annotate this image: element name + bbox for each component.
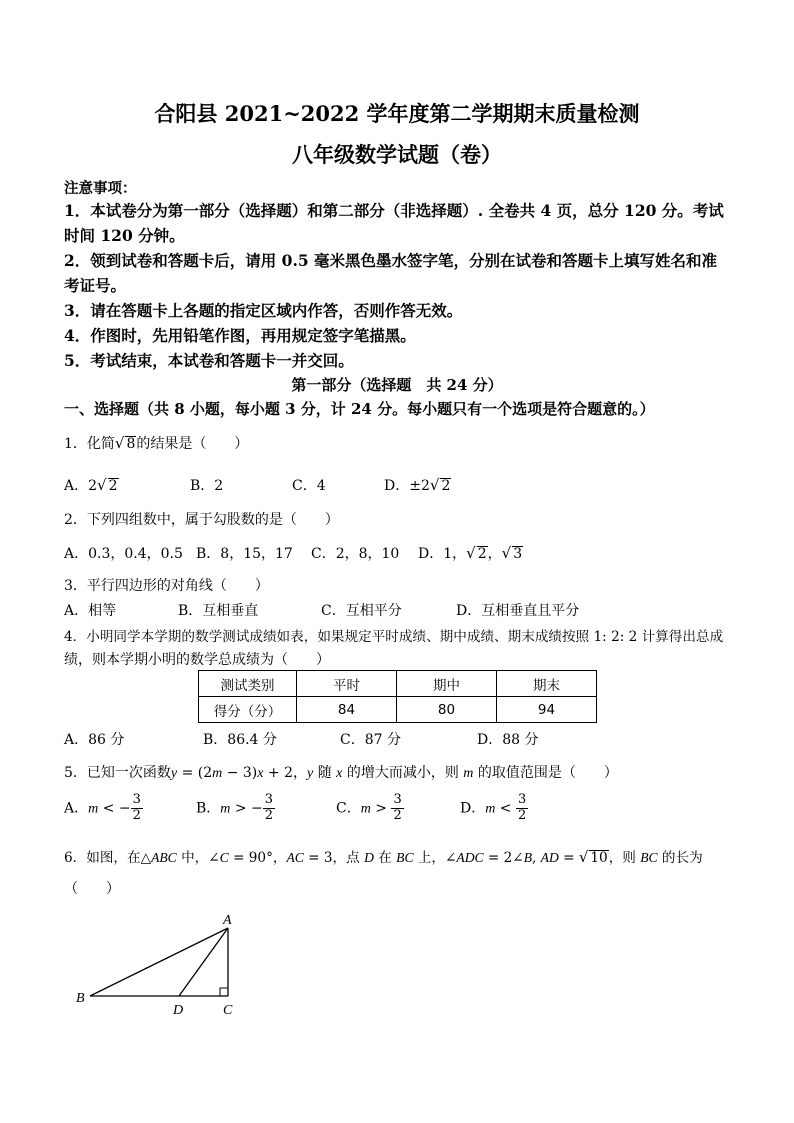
notice-heading: 注意事项： <box>64 180 137 197</box>
q1-option-d: D．±2√ 2 <box>384 476 451 494</box>
question-6-stem-cont: （ ） <box>64 881 120 897</box>
segment-ab <box>90 928 228 996</box>
notice-line: 时间 120 分钟。 <box>64 226 185 245</box>
triangle-figure <box>70 910 250 1020</box>
notice-line: 5．考试结束，本试卷和答题卡一并交回。 <box>64 351 354 370</box>
table-row <box>199 697 597 723</box>
q2-option-b: B．8，15，17 <box>196 546 293 562</box>
q5-option-b: B．m > − $\frac{3}{2}$ <box>196 792 274 823</box>
question-6-stem: 6．如图，在△ABC 中，∠C = 90°，AC = 3，点 D 在 BC 上，∠ADC = 2∠B, AD = √ 10，则 BC 的长为 <box>64 848 703 866</box>
question-3-stem: 3．平行四边形的对角线（ ） <box>64 578 269 594</box>
point-label-c: C <box>223 1003 233 1018</box>
table-cell: 94 <box>497 697 597 723</box>
table-header-cell: 期末 <box>497 671 597 697</box>
question-4-stem: 4．小明同学本学期的数学测试成绩如表，如果规定平时成绩、期中成绩、期末成绩按照 1: 2: 2 计算得出总成 <box>64 629 724 645</box>
question-2-stem: 2．下列四组数中，属于勾股数的是（ ） <box>64 512 339 528</box>
q4-option-b: B．86.4 分 <box>203 732 277 748</box>
segment-ad <box>179 928 228 996</box>
table-cell: 84 <box>297 697 397 723</box>
q2-option-a: A．0.3，0.4，0.5 <box>64 546 183 562</box>
notice-line: 考证号。 <box>64 276 127 295</box>
exam-title: 合阳县 2021~2022 学年度第二学期期末质量检测 <box>154 101 640 126</box>
table-cell: 80 <box>397 697 497 723</box>
fraction: $\frac{3}{2}$ <box>518 792 527 823</box>
table-header-cell: 平时 <box>297 671 397 697</box>
score-table <box>198 670 597 723</box>
q3-option-d: D．互相垂直且平分 <box>456 603 580 619</box>
q4-option-c: C．87 分 <box>340 732 401 748</box>
fraction: $\frac{3}{2}$ <box>132 792 141 823</box>
notice-line: 3．请在答题卡上各题的指定区域内作答，否则作答无效。 <box>64 301 463 320</box>
notice-line: 2．领到试卷和答题卡后，请用 0.5 毫米黑色墨水签字笔，分别在试卷和答题卡上填写姓名和准 <box>64 251 718 270</box>
q1-option-b: B．2 <box>190 478 224 494</box>
point-label-a: A <box>223 913 232 928</box>
q3-option-a: A．相等 <box>64 603 117 619</box>
fraction: $\frac{3}{2}$ <box>393 792 402 823</box>
fraction: $\frac{3}{2}$ <box>264 792 274 823</box>
exam-subtitle: 八年级数学试题（卷） <box>292 142 502 167</box>
table-header-cell: 测试类别 <box>199 671 297 697</box>
q1-option-c: C．4 <box>292 478 326 494</box>
q5-option-d: D．m < $\frac{3}{2}$ <box>460 792 527 823</box>
point-label-d: D <box>173 1003 184 1018</box>
point-label-b: B <box>76 991 85 1006</box>
part1-heading: 第一部分（选择题 共 24 分） <box>291 376 503 394</box>
right-angle-mark <box>220 988 228 996</box>
q4-option-a: A．86 分 <box>64 732 125 748</box>
q3-option-c: C．互相平分 <box>321 603 402 619</box>
q1-option-a: A．2√ 2 <box>64 476 118 494</box>
table-cell: 得分（分） <box>199 697 297 723</box>
table-header-cell: 期中 <box>397 671 497 697</box>
q2-option-d: D．1，√ 2，√ 3 <box>418 544 523 562</box>
q3-option-b: B．互相垂直 <box>178 603 259 619</box>
question-1-stem: 1．化简√ 8的结果是（ ） <box>64 434 249 452</box>
q4-option-d: D．88 分 <box>477 732 539 748</box>
notice-line: 4．作图时，先用铅笔作图，再用规定签字笔描黑。 <box>64 326 416 345</box>
table-header-row <box>199 671 597 697</box>
q5-option-a: A．m < − $\frac{3}{2}$ <box>64 792 141 823</box>
q5-option-c: C．m > $\frac{3}{2}$ <box>336 792 402 823</box>
notice-line: 1．本试卷分为第一部分（选择题）和第二部分（非选择题）. 全卷共 4 页，总分 120 分。考试 <box>64 201 724 220</box>
section-heading: 一、选择题（共 8 小题，每小题 3 分，计 24 分。每小题只有一个选项是符合题意的。） <box>64 400 655 418</box>
question-4-stem-cont: 绩，则本学期小明的数学总成绩为（ ） <box>64 652 330 668</box>
q2-option-c: C．2，8，10 <box>311 546 400 562</box>
question-5-stem: 5．已知一次函数y = (2m − 3)x + 2，y 随 x 的增大而减小，则 m 的取值范围是（ ） <box>64 765 618 781</box>
